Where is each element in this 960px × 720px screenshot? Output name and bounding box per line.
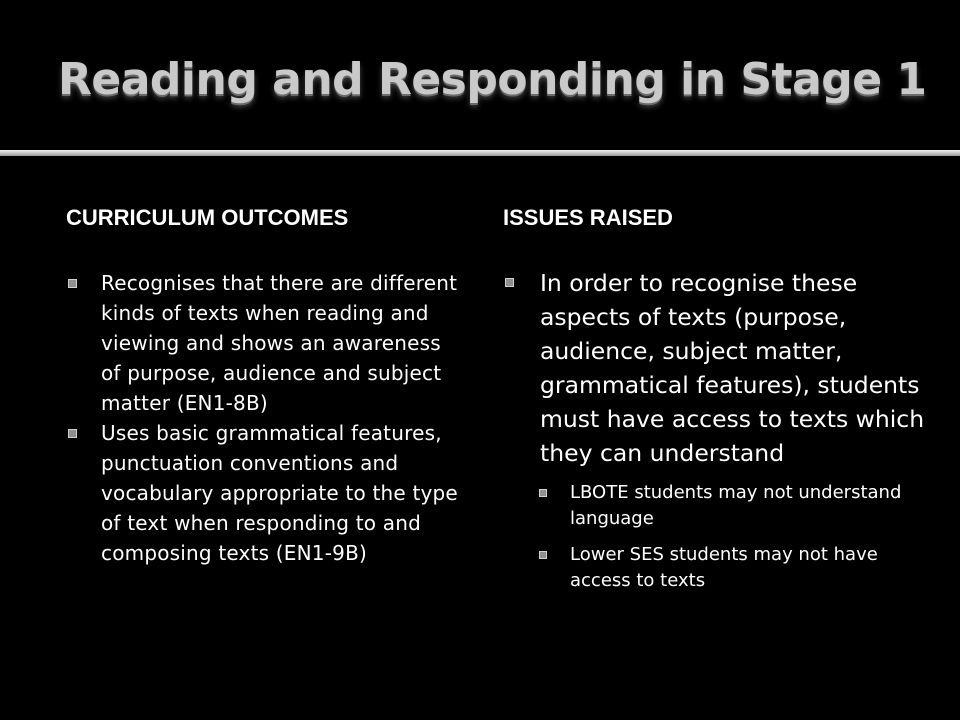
issue-sub-text: Lower SES students may not have access to texts bbox=[570, 544, 878, 591]
outcome-text: Uses basic grammatical features, punctuation conventions and vocabulary appropriate to the type of text when responding to and composing texts (EN1-9B) bbox=[101, 421, 458, 565]
title-band bbox=[0, 0, 960, 150]
slide-title: Reading and Responding in Stage 1 bbox=[58, 54, 927, 105]
square-bullet-icon bbox=[505, 278, 514, 287]
issue-sub-item bbox=[503, 542, 933, 594]
outcome-text: Recognises that there are different kinds of texts when reading and viewing and shows an awareness of purpose, audience and subject matter (EN1-8B) bbox=[101, 271, 458, 415]
issue-sub-item bbox=[503, 480, 933, 532]
square-bullet-icon bbox=[68, 429, 77, 438]
issue-sub-text: LBOTE students may not understand language bbox=[570, 482, 902, 529]
issues-raised-list bbox=[503, 266, 933, 594]
title-divider bbox=[0, 150, 960, 156]
right-column-heading: ISSUES RAISED bbox=[503, 205, 673, 230]
issue-text: In order to recognise these aspects of texts (purpose, audience, subject matter, grammatical features), students must have access to texts which they can understand bbox=[540, 269, 925, 467]
outcome-item bbox=[66, 418, 466, 568]
square-bullet-icon bbox=[68, 279, 77, 288]
outcome-item bbox=[66, 268, 466, 418]
issue-item bbox=[503, 266, 933, 470]
square-bullet-icon bbox=[539, 551, 547, 559]
curriculum-outcomes-list bbox=[66, 268, 466, 568]
square-bullet-icon bbox=[539, 489, 547, 497]
left-column-heading: CURRICULUM OUTCOMES bbox=[66, 205, 349, 230]
